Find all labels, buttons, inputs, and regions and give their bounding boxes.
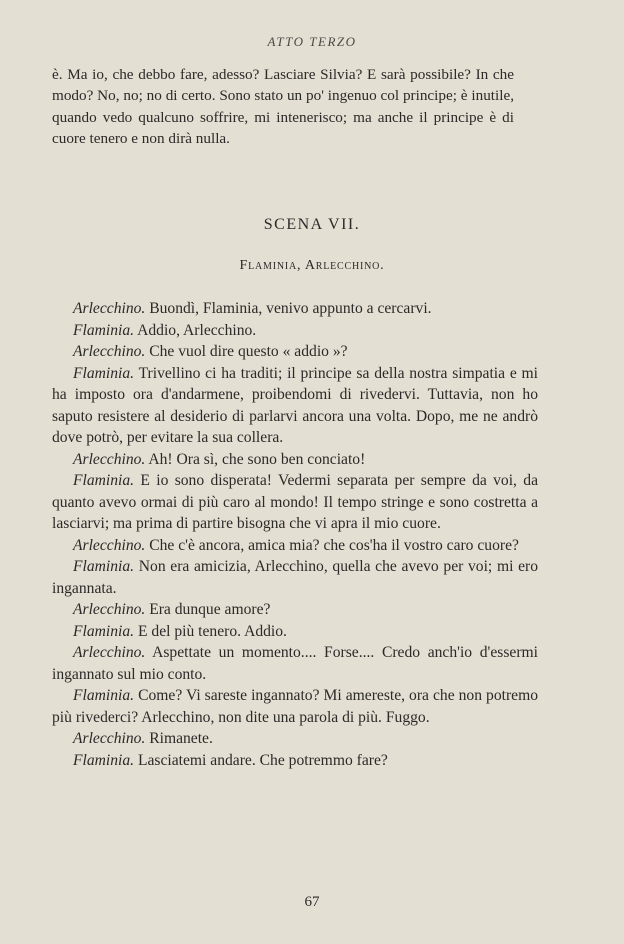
line-text: Che vuol dire questo « addio »? (145, 343, 348, 360)
dialogue-line (52, 642, 538, 685)
line-text: Era dunque amore? (145, 601, 271, 618)
speaker: Flaminia. (73, 687, 135, 704)
dialogue (52, 298, 538, 771)
line-text: Ah! Ora sì, che sono ben conciato! (145, 450, 366, 468)
dialogue-line (52, 320, 538, 342)
intro-paragraph (52, 64, 514, 150)
line-text: Rimanete. (145, 730, 213, 747)
page-number: 67 (304, 894, 320, 910)
scene-title: SCENA VII. (263, 216, 361, 233)
dialogue-line (52, 599, 538, 621)
dialogue-line (52, 341, 538, 363)
dialogue-line (52, 298, 538, 320)
speaker: Flaminia. (73, 558, 135, 575)
running-header: ATTO TERZO (267, 34, 357, 49)
speaker: Arlecchino. (73, 644, 146, 661)
speaker: Arlecchino. (73, 601, 146, 618)
speaker: Arlecchino. (73, 450, 146, 468)
line-text: Buondì, Flaminia, venivo appunto a cercarvi. (145, 300, 432, 317)
dialogue-line (52, 449, 538, 471)
speaker: Flaminia. (73, 622, 135, 640)
line-text: Come? Vi sareste ingannato? Mi amereste, ora che non potremo più rivederci? Arlecchino, non dite una parola di più. Fuggo. (52, 687, 538, 726)
speaker: Arlecchino. (73, 343, 146, 360)
dialogue-line (52, 750, 538, 772)
line-text: E io sono disperata! Vedermi separata per sempre da voi, da quanto avevo ormai di più caro al mondo! Il tempo stringe e sono costretta a lasciarvi; ma prima di partire bisogna che vi apra il mio cuore. (52, 472, 538, 532)
line-text: Lasciatemi andare. Che potremmo fare? (134, 751, 388, 769)
speaker: Flaminia. (73, 364, 135, 382)
scene-characters: Flaminia, Arlecchino. (239, 258, 385, 273)
dialogue-line (52, 363, 538, 449)
dialogue-line (52, 621, 538, 643)
line-text: Addio, Arlecchino. (134, 321, 257, 339)
speaker: Flaminia. (73, 751, 135, 769)
speaker: Flaminia. (73, 472, 135, 489)
speaker: Arlecchino. (73, 536, 146, 554)
speaker: Arlecchino. (73, 730, 146, 747)
dialogue-line (52, 556, 538, 599)
line-text: Non era amicizia, Arlecchino, quella che avevo per voi; mi ero ingannata. (52, 558, 538, 597)
line-text: Che c'è ancora, amica mia? che cos'ha il vostro caro cuore? (145, 536, 519, 554)
line-text: E del più tenero. Addio. (134, 622, 287, 640)
speaker: Arlecchino. (73, 300, 146, 317)
dialogue-line (52, 470, 538, 535)
dialogue-line (52, 728, 538, 750)
line-text: Trivellino ci ha traditi; il principe sa della nostra simpatia e mi ha imposto ora d'andarmene, proibendomi di rivedervi. Tuttavia, non ho saputo resistere al desiderio di parlarvi ancora una volta. Dopo, me ne andrò dove potrò, per evitare la sua collera. (52, 364, 538, 446)
dialogue-line (52, 535, 538, 557)
speaker: Flaminia. (73, 321, 135, 339)
dialogue-line (52, 685, 538, 728)
line-text: Aspettate un momento.... Forse.... Credo anch'io d'essermi ingannato sul mio conto. (52, 644, 538, 683)
intro-text: è. Ma io, che debbo fare, adesso? Lasciare Silvia? E sarà possibile? In che modo? No, no; no di certo. Sono stato un po' ingenuo col principe; è inutile, quando vedo qualcuno soffrire, mi intenerisco; ma anche il principe è di cuore tenero e non dirà nulla. (52, 66, 514, 148)
